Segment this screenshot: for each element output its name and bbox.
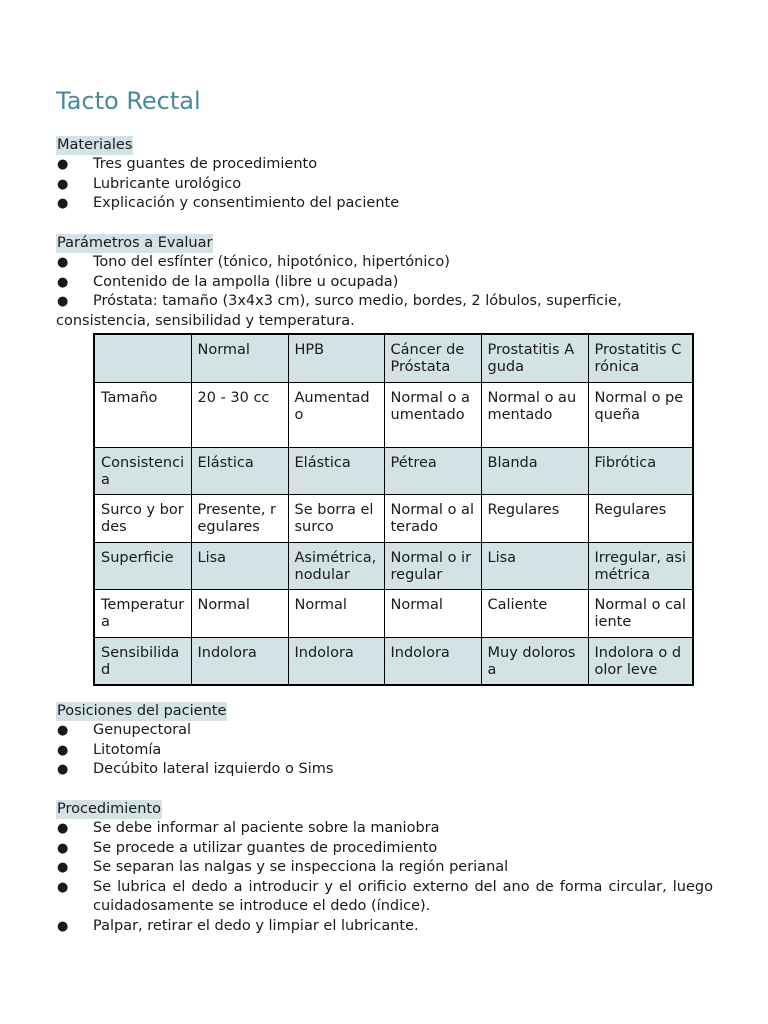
table-cell: Se borra el surco [288, 494, 384, 542]
row-label: Surco y bordes [94, 494, 191, 542]
table-cell: Indolora [191, 637, 288, 685]
header-cell: Prostatitis Crónica [588, 334, 693, 382]
list-item: ● Se procede a utilizar guantes de procedimiento [56, 839, 716, 859]
materiales-heading: Materiales [57, 137, 133, 153]
table-cell: Lisa [481, 542, 588, 589]
table-cell: Asimétrica, nodular [288, 542, 384, 589]
table-cell: Irregular, asimétrica [588, 542, 693, 589]
table-row [94, 382, 693, 447]
list-item: ● Se separan las nalgas y se inspecciona la región perianal [56, 858, 716, 878]
header-cell: Normal [191, 334, 288, 382]
table-cell: Blanda [481, 447, 588, 494]
page-title: Tacto Rectal [56, 87, 201, 115]
table-cell: Normal o alterado [384, 494, 481, 542]
header-cell [94, 334, 191, 382]
procedimiento-list [56, 819, 716, 937]
table-cell: Indolora [288, 637, 384, 685]
row-label: Consistencia [94, 447, 191, 494]
evaluation-table [93, 333, 694, 686]
materiales-list [56, 155, 716, 214]
row-label: Superficie [94, 542, 191, 589]
bullet-icon: ● [57, 157, 69, 172]
list-item: ● Litotomía [56, 741, 716, 761]
row-label: Tamaño [94, 382, 191, 447]
table-cell: Normal o aumentado [481, 382, 588, 447]
table-cell: Aumentado [288, 382, 384, 447]
list-item: ● Próstata: tamaño (3x4x3 cm), surco medio, bordes, 2 lóbulos, superficie, consistencia, sensibilidad y temperatura. [56, 293, 622, 329]
list-item: ● Explicación y consentimiento del paciente [56, 194, 716, 214]
bullet-icon: ● [57, 723, 69, 738]
bullet-icon: ● [57, 176, 69, 192]
procedimiento-heading: Procedimiento [57, 801, 161, 817]
table-cell: Caliente [481, 589, 588, 637]
posiciones-heading: Posiciones del paciente [57, 703, 227, 719]
bullet-icon: ● [57, 196, 69, 212]
table-cell: Lisa [191, 542, 288, 589]
parametros-list [56, 253, 716, 331]
table-cell: Elástica [288, 447, 384, 494]
parametros-heading: Parámetros a Evaluar [57, 235, 213, 251]
list-item: ● Lubricante urológico [56, 175, 716, 195]
table-cell: Fibrótica [588, 447, 693, 494]
table-cell: Indolora o dolor leve [588, 637, 693, 685]
bullet-icon: ● [57, 294, 69, 310]
table-cell: Normal o pequeña [588, 382, 693, 447]
table-cell: Normal [384, 589, 481, 637]
list-item: ● Tono del esfínter (tónico, hipotónico, hipertónico) [56, 253, 716, 273]
table-cell: Elástica [191, 447, 288, 494]
header-cell: Cáncer de Próstata [384, 334, 481, 382]
bullet-icon: ● [57, 255, 69, 270]
table-cell: Muy dolorosa [481, 637, 588, 685]
list-item: ● Se debe informar al paciente sobre la maniobra [56, 819, 716, 839]
table-cell: Normal o aumentado [384, 382, 481, 447]
table-cell: Normal o irregular [384, 542, 481, 589]
bullet-icon: ● [57, 274, 69, 290]
list-item: ● Palpar, retirar el dedo y limpiar el lubricante. [56, 917, 716, 937]
table-cell: Normal [191, 589, 288, 637]
bullet-icon: ● [57, 742, 69, 758]
table-cell: Normal [288, 589, 384, 637]
list-item: ● Contenido de la ampolla (libre u ocupada) [56, 273, 716, 293]
bullet-icon: ● [57, 918, 69, 934]
table-cell: Regulares [588, 494, 693, 542]
table-cell: Normal o caliente [588, 589, 693, 637]
row-label: Temperatura [94, 589, 191, 637]
table-cell: Pétrea [384, 447, 481, 494]
table-cell: Indolora [384, 637, 481, 685]
table-row [94, 447, 693, 494]
table-row [94, 637, 693, 685]
table-row [94, 589, 693, 637]
bullet-icon: ● [57, 821, 69, 836]
bullet-icon: ● [57, 860, 69, 876]
table-cell: 20 - 30 cc [191, 382, 288, 447]
bullet-icon: ● [57, 762, 69, 778]
table-cell: Presente, regulares [191, 494, 288, 542]
table-cell: Regulares [481, 494, 588, 542]
table-row [94, 494, 693, 542]
posiciones-list [56, 721, 716, 780]
bullet-icon: ● [57, 879, 69, 895]
header-cell: Prostatitis Aguda [481, 334, 588, 382]
bullet-icon: ● [57, 840, 69, 856]
list-item: ● Tres guantes de procedimiento [56, 155, 716, 175]
header-cell: HPB [288, 334, 384, 382]
list-item: ● Genupectoral [56, 721, 716, 741]
table-row [94, 542, 693, 589]
table-header-row [94, 334, 693, 382]
list-item: ● Se lubrica el dedo a introducir y el orificio externo del ano de forma circular, luego cuidadosamente se introduce el dedo (índice). [57, 878, 713, 915]
row-label: Sensibilidad [94, 637, 191, 685]
list-item: ● Decúbito lateral izquierdo o Sims [56, 760, 716, 780]
